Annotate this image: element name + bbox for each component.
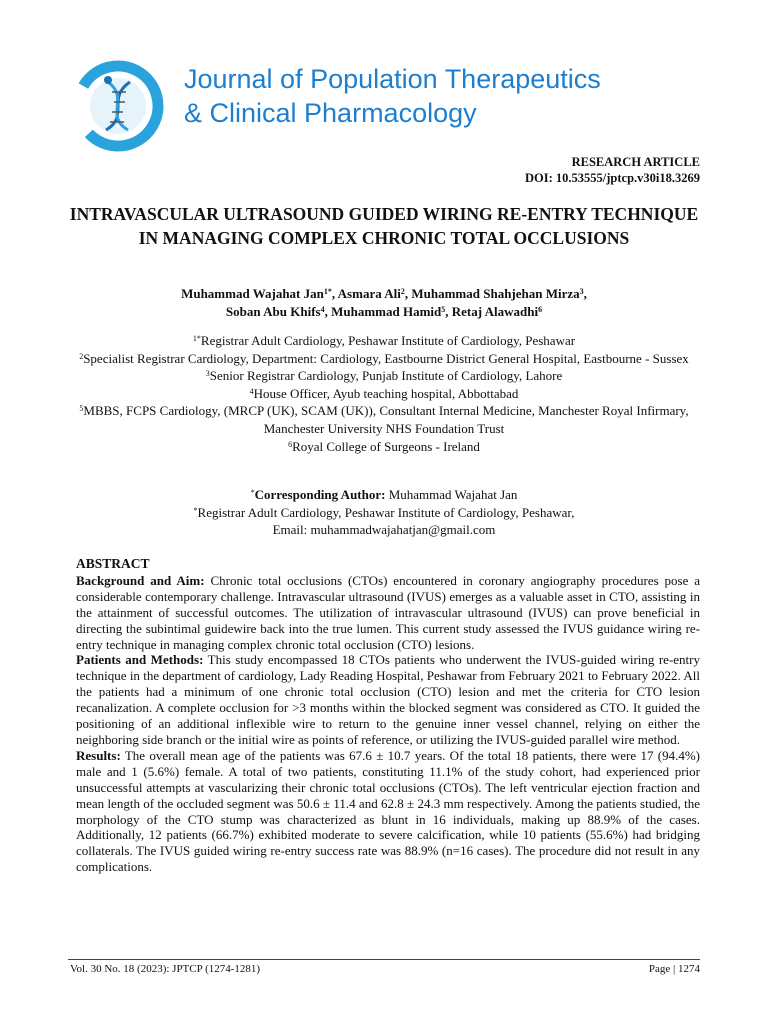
author-line-2 [60, 303, 708, 321]
corresponding-author [60, 486, 708, 504]
affiliation-item [60, 402, 708, 437]
affiliation-sup: 1* [192, 334, 201, 343]
affiliation-sup: 4 [249, 386, 254, 396]
abstract-results [76, 748, 700, 875]
abstract-heading: ABSTRACT [76, 556, 150, 571]
affiliation-item [60, 350, 708, 368]
author-separator: , [324, 304, 332, 319]
author-name: Muhammad Shahjehan Mirza [411, 286, 580, 301]
journal-header [0, 0, 768, 150]
methods-text: This study encompassed 18 CTOs patients who underwent the IVUS-guided wiring re-entry technique in the department of cardiology, Lady Reading Hospital, Peshawar from February 2021 to February 2022. All the patients had a minimum of one chronic total occlusion (CTO) lesion and met the criteria for CTO lesion recanalization. A complete occlusion for >3 months within the blocked segment was considered as CTO. It guided the positioning of an additional inflexible wire to return to the genuine inner vessel channel, relying on either the neighboring side branch or the initial wire as points of reference, or utilizing the IVUS-guided parallel wire method. [76, 652, 700, 747]
background-label: Background and Aim: [76, 572, 205, 588]
affiliation-sup: 3 [205, 369, 210, 379]
author-separator: , [404, 286, 412, 301]
article-meta [525, 154, 700, 186]
affiliation-item [60, 385, 708, 403]
author-line-1 [60, 285, 708, 303]
journal-title-line1: Journal of Population Therapeutics [184, 64, 601, 94]
affiliation-sup: 5 [79, 404, 84, 414]
results-text: The overall mean age of the patients was 67.6 ± 10.7 years. Of the total 18 patients, there were 17 (94.4%) male and 1 (5.6%) female. A total of two patients, constituting 11.1% of the study cohort, had experienced prior unsuccessful attempts at vascularizing their chronic total occlusions (CTOs). The left ventricular ejection fraction and mean length of the occluded segment was 50.6 ± 11.4 and 62.8 ± 24.3 mm respectively. Among the patients studied, the morphology of the CTO stump was characterized as blunt in 16 individuals, making up 88.9% of the cases. Additionally, 12 patients (66.7%) exhibited moderate to severe calcification, while 10 patients (55.6%) had bridging collaterals. The IVUS guided wiring re-entry success rate was 88.9% (n=16 cases). The procedure did not result in any complications. [76, 747, 700, 875]
affiliation-sup: 2 [79, 351, 84, 361]
article-doi: DOI: 10.53555/jptcp.v30i18.3269 [525, 171, 700, 185]
author-separator: , [583, 286, 587, 301]
footer-volume: Vol. 30 No. 18 (2023): JPTCP (1274-1281) [70, 963, 261, 975]
journal-title [184, 62, 744, 130]
paper-title: INTRAVASCULAR ULTRASOUND GUIDED WIRING RE-ENTRY TECHNIQUE IN MANAGING COMPLEX CHRONIC TOTAL OCCLUSIONS [69, 204, 699, 248]
background-text: Chronic total occlusions (CTOs) encountered in coronary angiography procedures pose a considerable contemporary challenge. Intravascular ultrasound (IVUS) emerges as a valuable asset in CTO, assisting in the attainment of successful outcomes. The utilization of intravascular ultrasound (IVUS) can prove beneficial in directing the subintimal guidewire back into the true lumen. This current study assessed the IVUS guidance wiring re-entry technique in managing complex chronic total occlusion (CTO) lesions. [76, 572, 701, 652]
author-sup: 3 [579, 287, 584, 296]
affiliation-text: MBBS, FCPS Cardiology, (MRCP (UK), SCAM (UK)), Consultant Internal Medicine, Manchester Royal Infirmary, Manchester University NHS Foundation Trust [83, 403, 689, 436]
author-sup: 4 [320, 305, 325, 314]
affiliation-item [60, 367, 708, 385]
author-sup: 2 [400, 287, 405, 296]
corresponding-name: Muhammad Wajahat Jan [385, 487, 518, 502]
footer-page-number: Page | 1274 [648, 963, 700, 975]
author-name: Muhammad Hamid [331, 304, 442, 319]
abstract-methods [76, 652, 700, 747]
author-name: Soban Abu Khifs [225, 304, 321, 319]
author-name: Muhammad Wajahat Jan [181, 286, 324, 301]
affiliation-text: Registrar Adult Cardiology, Peshawar Institute of Cardiology, Peshawar [200, 333, 576, 348]
results-label: Results: [76, 747, 121, 763]
affiliation-text: House Officer, Ayub teaching hospital, Abbottabad [253, 385, 519, 401]
corresponding-affiliation [60, 504, 708, 522]
affiliation-item [60, 438, 708, 456]
corresponding-sup: * [250, 488, 255, 497]
author-separator: , [445, 304, 452, 319]
footer-divider [68, 959, 700, 960]
journal-logo-icon [70, 58, 170, 154]
affiliation-text: Specialist Registrar Cardiology, Department: Cardiology, Eastbourne District General Hospital, Eastbourne - Sussex [83, 350, 689, 366]
abstract-section [76, 556, 700, 875]
abstract-background [76, 573, 700, 653]
affiliation-sup: 6 [288, 439, 293, 449]
author-separator: , [331, 286, 338, 301]
corresponding-label: Corresponding Author: [254, 487, 386, 502]
author-list [60, 285, 708, 321]
corresponding-affil-text: Registrar Adult Cardiology, Peshawar Institute of Cardiology, Peshawar, [197, 504, 575, 520]
affiliation-text: Senior Registrar Cardiology, Punjab Institute of Cardiology, Lahore [209, 368, 563, 384]
affiliation-list [60, 332, 708, 455]
corresponding-affil-sup: * [193, 505, 198, 515]
author-sup: 5 [441, 305, 446, 314]
corresponding-email[interactable]: Email: muhammadwajahatjan@gmail.com [272, 522, 496, 538]
methods-label: Patients and Methods: [76, 652, 204, 668]
author-sup: 6 [538, 305, 543, 314]
affiliation-text: Royal College of Surgeons - Ireland [292, 438, 480, 454]
author-sup: 1* [323, 287, 332, 296]
affiliation-item [60, 332, 708, 350]
author-name: Retaj Alawadhi [451, 304, 539, 319]
author-name: Asmara Ali [337, 286, 401, 301]
article-type: RESEARCH ARTICLE [571, 155, 700, 169]
corresponding-author-block [60, 486, 708, 539]
journal-title-line2: & Clinical Pharmacology [184, 98, 477, 128]
